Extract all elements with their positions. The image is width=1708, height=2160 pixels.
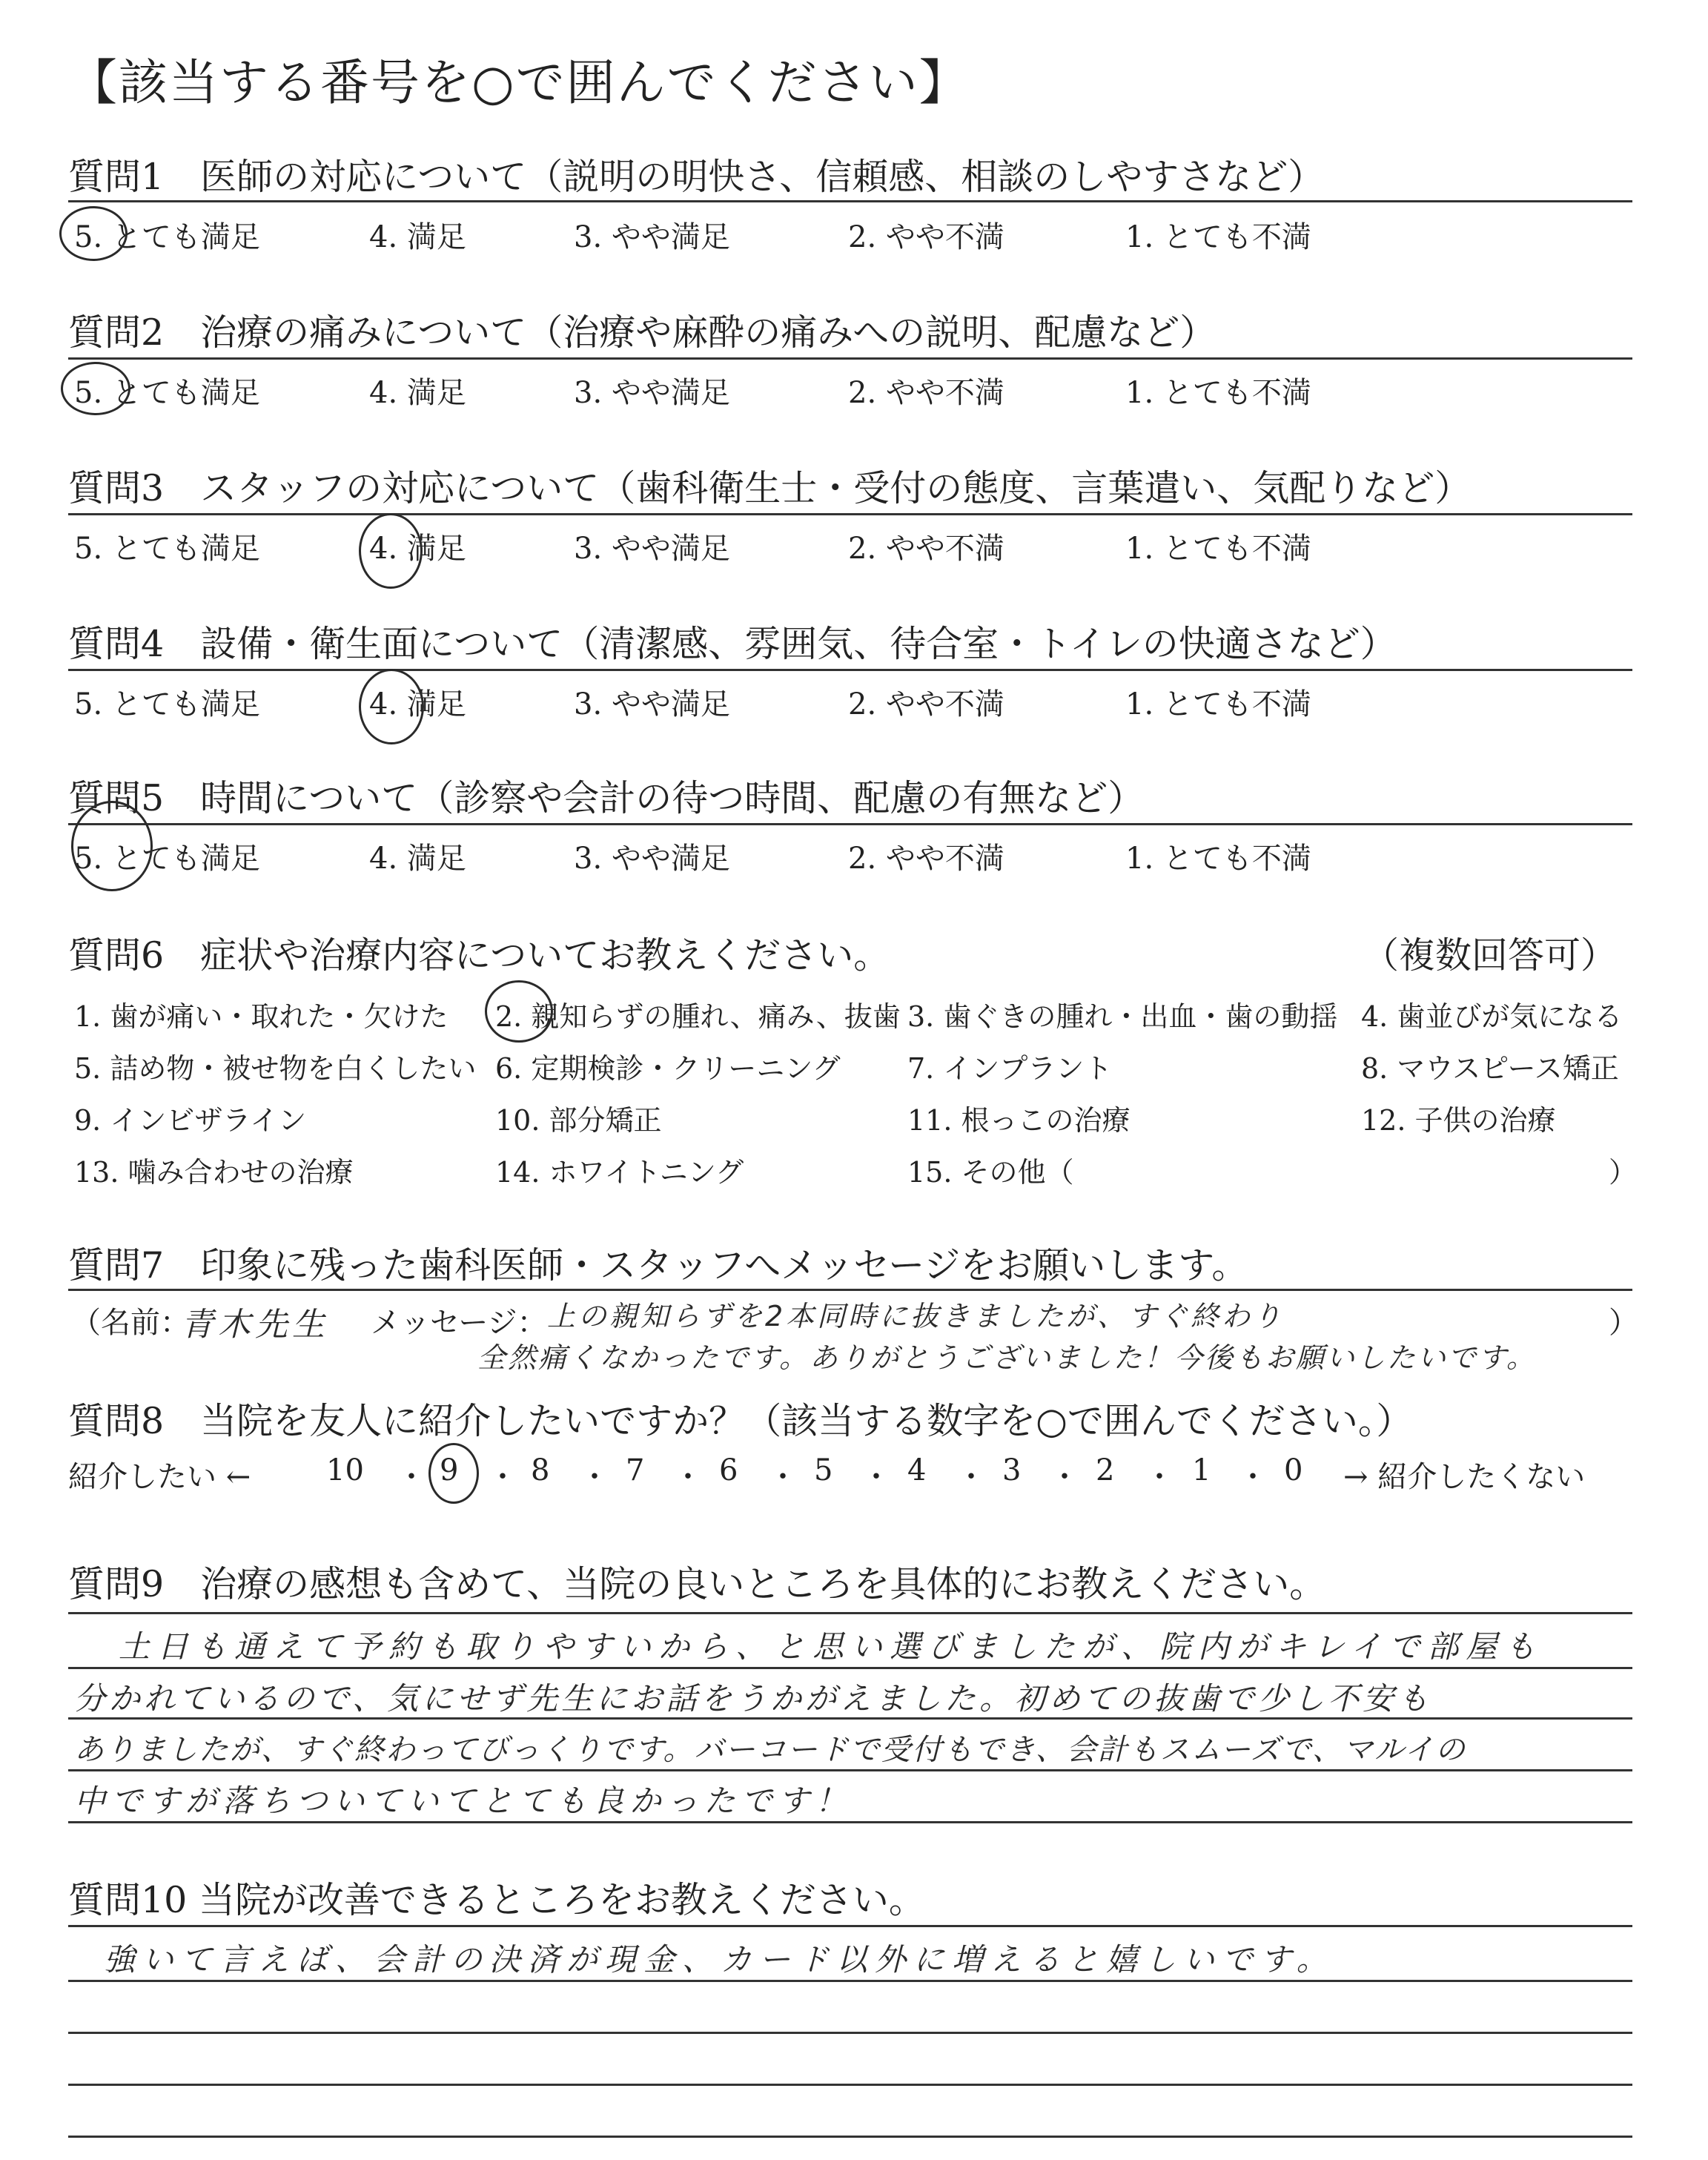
q8-score-6[interactable]: 6 bbox=[719, 1453, 738, 1487]
q8-dot: ・ bbox=[861, 1460, 891, 1494]
q8-dot: ・ bbox=[956, 1460, 986, 1494]
q10-rule-1 bbox=[68, 1925, 1632, 1927]
q7-message-line-2[interactable]: 全然痛くなかったです。ありがとうございました！今後もお願いしたいです。 bbox=[477, 1341, 1537, 1374]
q1-option-1[interactable]: 1. とても不満 bbox=[1125, 220, 1311, 254]
q6-option-11[interactable]: 11. 根っこの治療 bbox=[907, 1104, 1131, 1137]
q10-title: 質問10 当院が改善できるところをお教えください。 bbox=[68, 1879, 925, 1921]
q9-rule-4 bbox=[68, 1769, 1632, 1771]
q8-score-8[interactable]: 8 bbox=[531, 1453, 550, 1487]
q5-option-1[interactable]: 1. とても不満 bbox=[1125, 842, 1311, 876]
q8-score-5[interactable]: 5 bbox=[814, 1453, 833, 1487]
q6-option-9[interactable]: 9. インビザライン bbox=[74, 1104, 307, 1137]
q6-option-12[interactable]: 12. 子供の治療 bbox=[1361, 1104, 1556, 1137]
q7-message-label: メッセージ： bbox=[371, 1306, 547, 1340]
q9-answer-line-2[interactable]: 分かれているので、気にせず先生にお話をうかがえました。初めての抜歯で少し不安も bbox=[74, 1680, 1433, 1717]
q3-rule bbox=[68, 513, 1632, 515]
q6-option-13[interactable]: 13. 噛み合わせの治療 bbox=[74, 1156, 354, 1189]
q6-option-15[interactable]: 15. その他（ bbox=[907, 1156, 1074, 1189]
q2-option-4[interactable]: 4. 満足 bbox=[369, 376, 466, 410]
q8-score-4[interactable]: 4 bbox=[907, 1453, 927, 1487]
q8-selection-circle bbox=[428, 1443, 479, 1504]
q5-rule bbox=[68, 823, 1632, 825]
q9-answer-line-3[interactable]: ありましたが、すぐ終わってびっくりです。バーコードで受付もでき、会計もスムーズで、マルイの bbox=[74, 1733, 1466, 1767]
q8-score-3[interactable]: 3 bbox=[1002, 1453, 1022, 1487]
q9-answer-line-4[interactable]: 中ですが落ちついていてとても良かったです！ bbox=[74, 1783, 853, 1819]
q9-rule-1 bbox=[68, 1612, 1632, 1614]
q8-score-1[interactable]: 1 bbox=[1192, 1453, 1211, 1487]
q8-dot: ・ bbox=[1145, 1460, 1174, 1494]
q5-option-5[interactable]: 5. とても満足 bbox=[74, 842, 260, 876]
q3-selection-circle bbox=[359, 513, 423, 589]
q2-selection-circle bbox=[61, 362, 130, 415]
q9-answer-line-1[interactable]: 土日も通えて予約も取りやすいから、と思い選びましたが、院内がキレイで部屋も bbox=[119, 1628, 1543, 1665]
q1-selection-circle bbox=[59, 206, 128, 261]
q2-option-1[interactable]: 1. とても不満 bbox=[1125, 376, 1311, 410]
q8-dot: ・ bbox=[1050, 1460, 1079, 1494]
q2-option-5[interactable]: 5. とても満足 bbox=[74, 376, 260, 410]
q6-option-6[interactable]: 6. 定期検診・クリーニング bbox=[495, 1052, 841, 1085]
q3-title: 質問3 スタッフの対応について（歯科衛生士・受付の態度、言葉遣い、気配りなど） bbox=[68, 467, 1472, 509]
q6-option-14[interactable]: 14. ホワイトニング bbox=[495, 1156, 744, 1189]
q6-selection-circle bbox=[485, 980, 553, 1043]
q6-note: （複数回答可） bbox=[1363, 934, 1618, 977]
q8-dot: ・ bbox=[768, 1460, 798, 1494]
q3-option-4[interactable]: 4. 満足 bbox=[369, 532, 466, 566]
q10-answer-line-1[interactable]: 強いて言えば、会計の決済が現金、カード以外に増えると嬉しいです。 bbox=[104, 1941, 1335, 1978]
q1-option-5[interactable]: 5. とても満足 bbox=[74, 220, 260, 254]
q6-option-8[interactable]: 8. マウスピース矯正 bbox=[1361, 1052, 1619, 1085]
q3-option-2[interactable]: 2. やや不満 bbox=[848, 532, 1004, 566]
q2-title: 質問2 治療の痛みについて（治療や麻酔の痛みへの説明、配慮など） bbox=[68, 311, 1217, 354]
q6-option-3[interactable]: 3. 歯ぐきの腫れ・出血・歯の動揺 bbox=[907, 1000, 1338, 1033]
q7-name-label: （名前： bbox=[71, 1306, 190, 1340]
q8-score-2[interactable]: 2 bbox=[1096, 1453, 1115, 1487]
q1-option-4[interactable]: 4. 満足 bbox=[369, 220, 466, 254]
q6-other-close: ） bbox=[1609, 1156, 1638, 1189]
q10-rule-5 bbox=[68, 2136, 1632, 2138]
q7-message-line-1[interactable]: 上の親知らずを2本同時に抜きましたが、すぐ終わり bbox=[547, 1300, 1285, 1332]
q4-rule bbox=[68, 669, 1632, 671]
q4-option-5[interactable]: 5. とても満足 bbox=[74, 687, 260, 721]
q7-rule bbox=[68, 1289, 1632, 1291]
q8-score-7[interactable]: 7 bbox=[626, 1453, 645, 1487]
q6-option-7[interactable]: 7. インプラント bbox=[907, 1052, 1113, 1085]
q9-title: 質問9 治療の感想も含めて、当院の良いところを具体的にお教えください。 bbox=[68, 1563, 1326, 1605]
q8-score-9[interactable]: 9 bbox=[440, 1453, 459, 1487]
q5-selection-circle bbox=[71, 801, 153, 891]
q3-option-3[interactable]: 3. やや満足 bbox=[574, 532, 730, 566]
q8-score-0[interactable]: 0 bbox=[1284, 1453, 1303, 1487]
q8-score-10[interactable]: 10 bbox=[326, 1453, 364, 1487]
q10-rule-3 bbox=[68, 2032, 1632, 2034]
q8-title: 質問8 当院を友人に紹介したいですか？（該当する数字を○で囲んでください。） bbox=[68, 1400, 1413, 1442]
q9-rule-5 bbox=[68, 1821, 1632, 1823]
q1-rule bbox=[68, 200, 1632, 202]
q7-name-value[interactable]: 青木先生 bbox=[181, 1306, 329, 1344]
q2-option-2[interactable]: 2. やや不満 bbox=[848, 376, 1004, 410]
q6-option-10[interactable]: 10. 部分矯正 bbox=[495, 1104, 662, 1137]
q4-option-3[interactable]: 3. やや満足 bbox=[574, 687, 730, 721]
q8-right-label: → 紹介したくない bbox=[1343, 1460, 1586, 1494]
q8-dot: ・ bbox=[1238, 1460, 1268, 1494]
q10-rule-4 bbox=[68, 2084, 1632, 2086]
q8-dot: ・ bbox=[397, 1460, 426, 1494]
q2-option-3[interactable]: 3. やや満足 bbox=[574, 376, 730, 410]
q6-option-1[interactable]: 1. 歯が痛い・取れた・欠けた bbox=[74, 1000, 448, 1033]
q5-option-3[interactable]: 3. やや満足 bbox=[574, 842, 730, 876]
q4-title: 質問4 設備・衛生面について（清潔感、雰囲気、待合室・トイレの快適さなど） bbox=[68, 623, 1397, 665]
q1-option-2[interactable]: 2. やや不満 bbox=[848, 220, 1004, 254]
q8-dot: ・ bbox=[673, 1460, 703, 1494]
q4-option-1[interactable]: 1. とても不満 bbox=[1125, 687, 1311, 721]
q8-dot: ・ bbox=[580, 1460, 609, 1494]
form-header: 【該当する番号を○で囲んでください】 bbox=[68, 54, 970, 111]
q1-option-3[interactable]: 3. やや満足 bbox=[574, 220, 730, 254]
q6-title: 質問6 症状や治療内容についてお教えください。 bbox=[68, 934, 890, 977]
q4-option-2[interactable]: 2. やや不満 bbox=[848, 687, 1004, 721]
q1-title: 質問1 医師の対応について（説明の明快さ、信頼感、相談のしやすさなど） bbox=[68, 156, 1325, 198]
q6-option-5[interactable]: 5. 詰め物・被せ物を白くしたい bbox=[74, 1052, 477, 1085]
q2-rule bbox=[68, 357, 1632, 360]
q6-option-2[interactable]: 2. 親知らずの腫れ、痛み、抜歯 bbox=[495, 1000, 901, 1033]
q6-option-4[interactable]: 4. 歯並びが気になる bbox=[1361, 1000, 1623, 1033]
q4-selection-circle bbox=[359, 669, 424, 744]
q5-option-2[interactable]: 2. やや不満 bbox=[848, 842, 1004, 876]
q7-close-paren: ） bbox=[1609, 1306, 1638, 1340]
q5-option-4[interactable]: 4. 満足 bbox=[369, 842, 466, 876]
q8-dot: ・ bbox=[488, 1460, 517, 1494]
q3-option-5[interactable]: 5. とても満足 bbox=[74, 532, 260, 566]
q7-title: 質問7 印象に残った歯科医師・スタッフへメッセージをお願いします。 bbox=[68, 1244, 1248, 1287]
q4-option-4[interactable]: 4. 満足 bbox=[369, 687, 466, 721]
q10-rule-2 bbox=[68, 1980, 1632, 1982]
q8-left-label: 紹介したい ← bbox=[68, 1460, 251, 1494]
q5-title: 質問5 時間について（診察や会計の待つ時間、配慮の有無など） bbox=[68, 777, 1145, 819]
q3-option-1[interactable]: 1. とても不満 bbox=[1125, 532, 1311, 566]
q9-rule-2 bbox=[68, 1667, 1632, 1669]
